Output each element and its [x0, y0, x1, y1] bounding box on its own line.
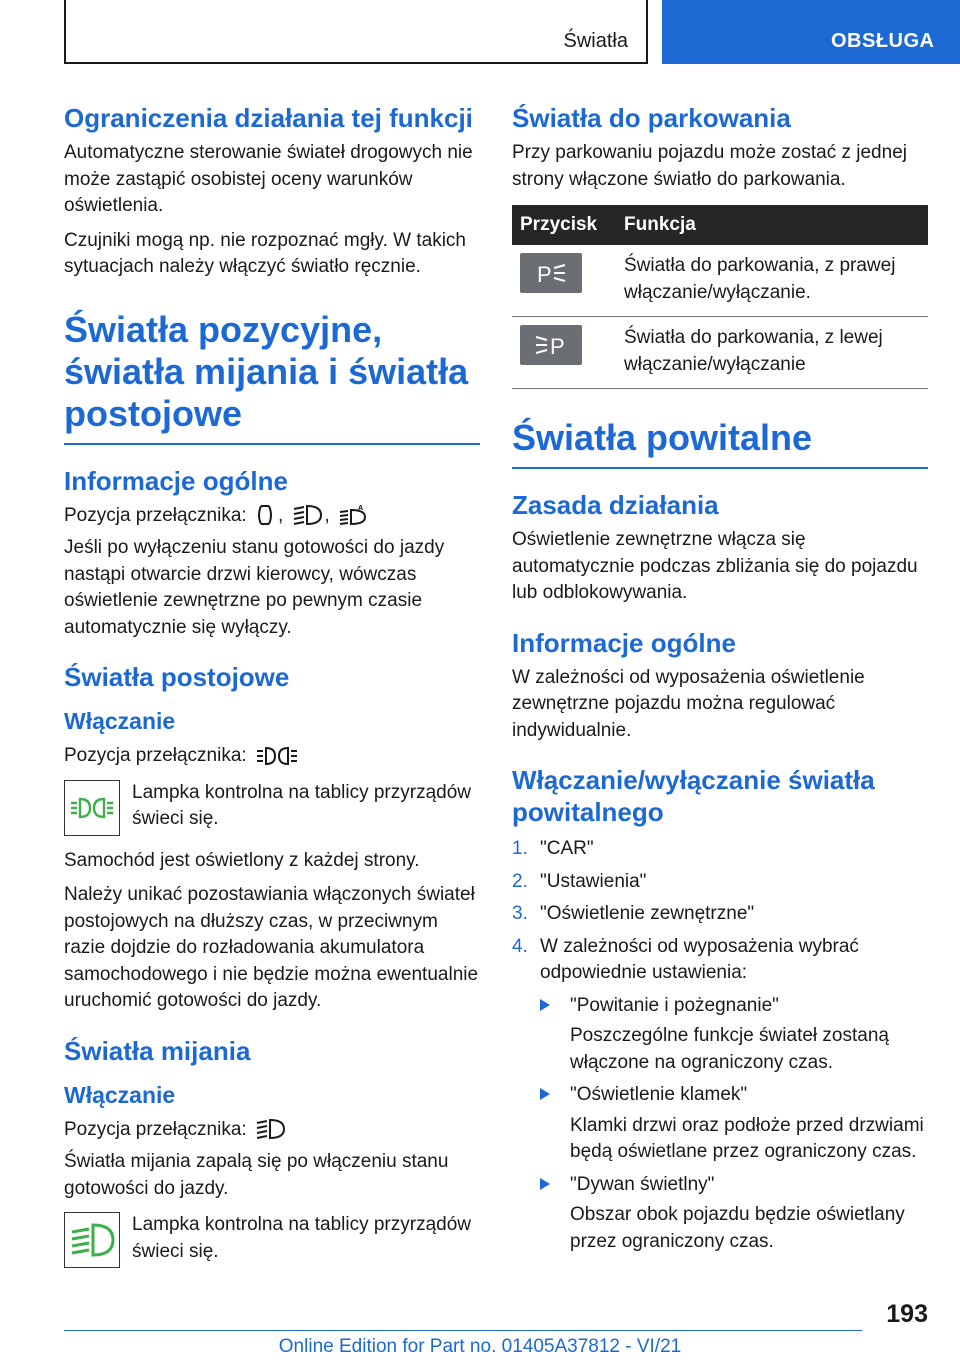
left-column [64, 102, 480, 1268]
text-limits-2: Czujniki mogą np. nie rozpoznać mgły. W takich sytuacjach należy włączyć światło ręcznie. [64, 229, 466, 277]
svg-text:P: P [537, 262, 552, 286]
list-item: 4. W zależności od wyposażenia wybrać odpowiednie ustawienia: [512, 935, 859, 983]
text-principle: Oświetlenie zewnętrzne włącza się automatycznie podczas zbliżania się do pojazdu lub odblokowywania. [512, 529, 918, 603]
heading-general-info-2: Informacje ogólne [512, 627, 736, 658]
parking-indicator-icon [64, 780, 120, 836]
text-lit-all-sides: Samochód jest oświetlony z każdej strony. [64, 849, 420, 871]
function-table [512, 205, 928, 389]
heading-limits: Ograniczenia działania tej funkcji [64, 103, 473, 133]
text-indicator-low-beam: Lampka kontrolna na tablicy przyrządów świeci się. [132, 1214, 472, 1262]
auto-light-icon [338, 504, 368, 526]
parking-light-right-icon [520, 253, 582, 293]
switch-position-row-2 [64, 743, 480, 770]
option-title: "Oświetlenie klamek" [570, 1084, 748, 1105]
header-chapter-tab [662, 0, 960, 64]
switch-position-row-3 [64, 1117, 480, 1144]
table-header-button: Przycisk [512, 205, 616, 245]
option-desc: Obszar obok pojazdu będzie oświetlany przez ograniczony czas. [570, 1204, 905, 1252]
right-column [512, 102, 928, 1261]
switch-position-label: Pozycja przełącznika: [64, 504, 247, 526]
triangle-bullet-icon [540, 999, 550, 1011]
steps-list [512, 836, 928, 987]
text-general-info: Jeśli po wyłączeniu stanu gotowości do jazdy nastąpi otwarcie drzwi kierowcy, wówczas oświetlenie zewnętrzne po pewnym czasie automatycznie się wyłączy. [64, 537, 445, 638]
option-desc: Poszczególne funkcje świateł zostaną włączone na ograniczony czas. [570, 1025, 889, 1073]
header-section-title: Światła [563, 30, 628, 52]
indicator-low-beam [64, 1212, 480, 1268]
text-battery-warning: Należy unikać pozostawiania włączonych świateł postojowych na dłuższy czas, w przeciwnym razie dojdzie do rozładowania akumulatora samochodowego i nie będzie można ewentualnie uruchomić gotowości do jazdy. [64, 884, 479, 1011]
list-item: 1. "CAR" [512, 838, 594, 859]
table-row [512, 245, 928, 317]
list-item: 3. "Oświetlenie zewnętrzne" [512, 903, 755, 924]
switch-position-label-2: Pozycja przełącznika: [64, 745, 247, 766]
table-cell-function: Światła do parkowania, z prawej włączanie/wyłączanie. [616, 245, 928, 317]
triangle-bullet-icon [540, 1088, 550, 1100]
heading-parking-assist-lights: Światła do parkowania [512, 103, 791, 133]
option-item [512, 993, 928, 1077]
table-row [512, 317, 928, 389]
switch-position-label-3: Pozycja przełącznika: [64, 1118, 247, 1140]
header-bar [64, 0, 648, 64]
light-off-icon [255, 504, 275, 526]
page-number: 193 [886, 1300, 928, 1328]
svg-text:A: A [358, 505, 364, 513]
table-header-function: Funkcja [616, 205, 928, 245]
text-parking-assist: Przy parkowaniu pojazdu może zostać z jednej strony włączone światło do parkowania. [512, 142, 907, 190]
heading-parking-lights: Światła postojowe [64, 662, 290, 692]
low-beam-symbol-icon [292, 504, 322, 526]
option-item [512, 1082, 928, 1166]
heading-low-beam: Światła mijania [64, 1035, 251, 1066]
indicator-parking [64, 780, 480, 836]
low-beam-symbol-icon-2 [255, 1118, 285, 1140]
parking-light-left-icon [520, 325, 582, 365]
option-desc: Klamki drzwi oraz podłoże przed drzwiami będą oświetlane przez ograniczony czas. [570, 1114, 924, 1162]
heading-switch-on-2: Włączanie [64, 1081, 176, 1108]
heading-toggle-welcome: Włączanie/wyłączanie światła powitalnego [512, 765, 875, 827]
footer-divider [64, 1330, 862, 1331]
text-general-info-2: W zależności od wyposażenia oświetlenie zewnętrzne pojazdu można regulować indywidualnie. [512, 666, 865, 741]
table-cell-function: Światła do parkowania, z lewej włączanie/wyłączanie [616, 317, 928, 389]
option-title: "Powitanie i pożegnanie" [570, 994, 779, 1016]
list-item: 2. "Ustawienia" [512, 870, 647, 892]
header-chapter-label: OBSŁUGA [831, 30, 935, 52]
low-beam-indicator-icon [64, 1212, 120, 1268]
text-limits-1: Automatyczne sterowanie świateł drogowych nie może zastąpić osobistej oceny warunków oświetlenia. [64, 142, 473, 216]
heading-welcome-lights: Światła powitalne [512, 417, 928, 469]
heading-main-lights: Światła pozycyjne, światła mijania i światła postojowe [64, 309, 480, 445]
heading-principle: Zasada działania [512, 490, 719, 520]
footer-edition: Online Edition for Part no. 01405A37812 - VI/21 [278, 1336, 682, 1357]
heading-switch-on-1: Włączanie [64, 708, 176, 734]
svg-text:P: P [550, 334, 565, 358]
heading-general-info: Informacje ogólne [64, 465, 288, 496]
option-title: "Dywan świetlny" [570, 1173, 715, 1195]
triangle-bullet-icon [540, 1178, 550, 1190]
option-item [512, 1172, 928, 1256]
parking-light-symbol-icon [255, 745, 299, 767]
text-indicator-parking: Lampka kontrolna na tablicy przyrządów świeci się. [132, 781, 472, 829]
switch-position-row: Pozycja przełącznika: , , A [64, 503, 480, 530]
text-low-beam: Światła mijania zapalą się po włączeniu stanu gotowości do jazdy. [64, 1151, 449, 1199]
